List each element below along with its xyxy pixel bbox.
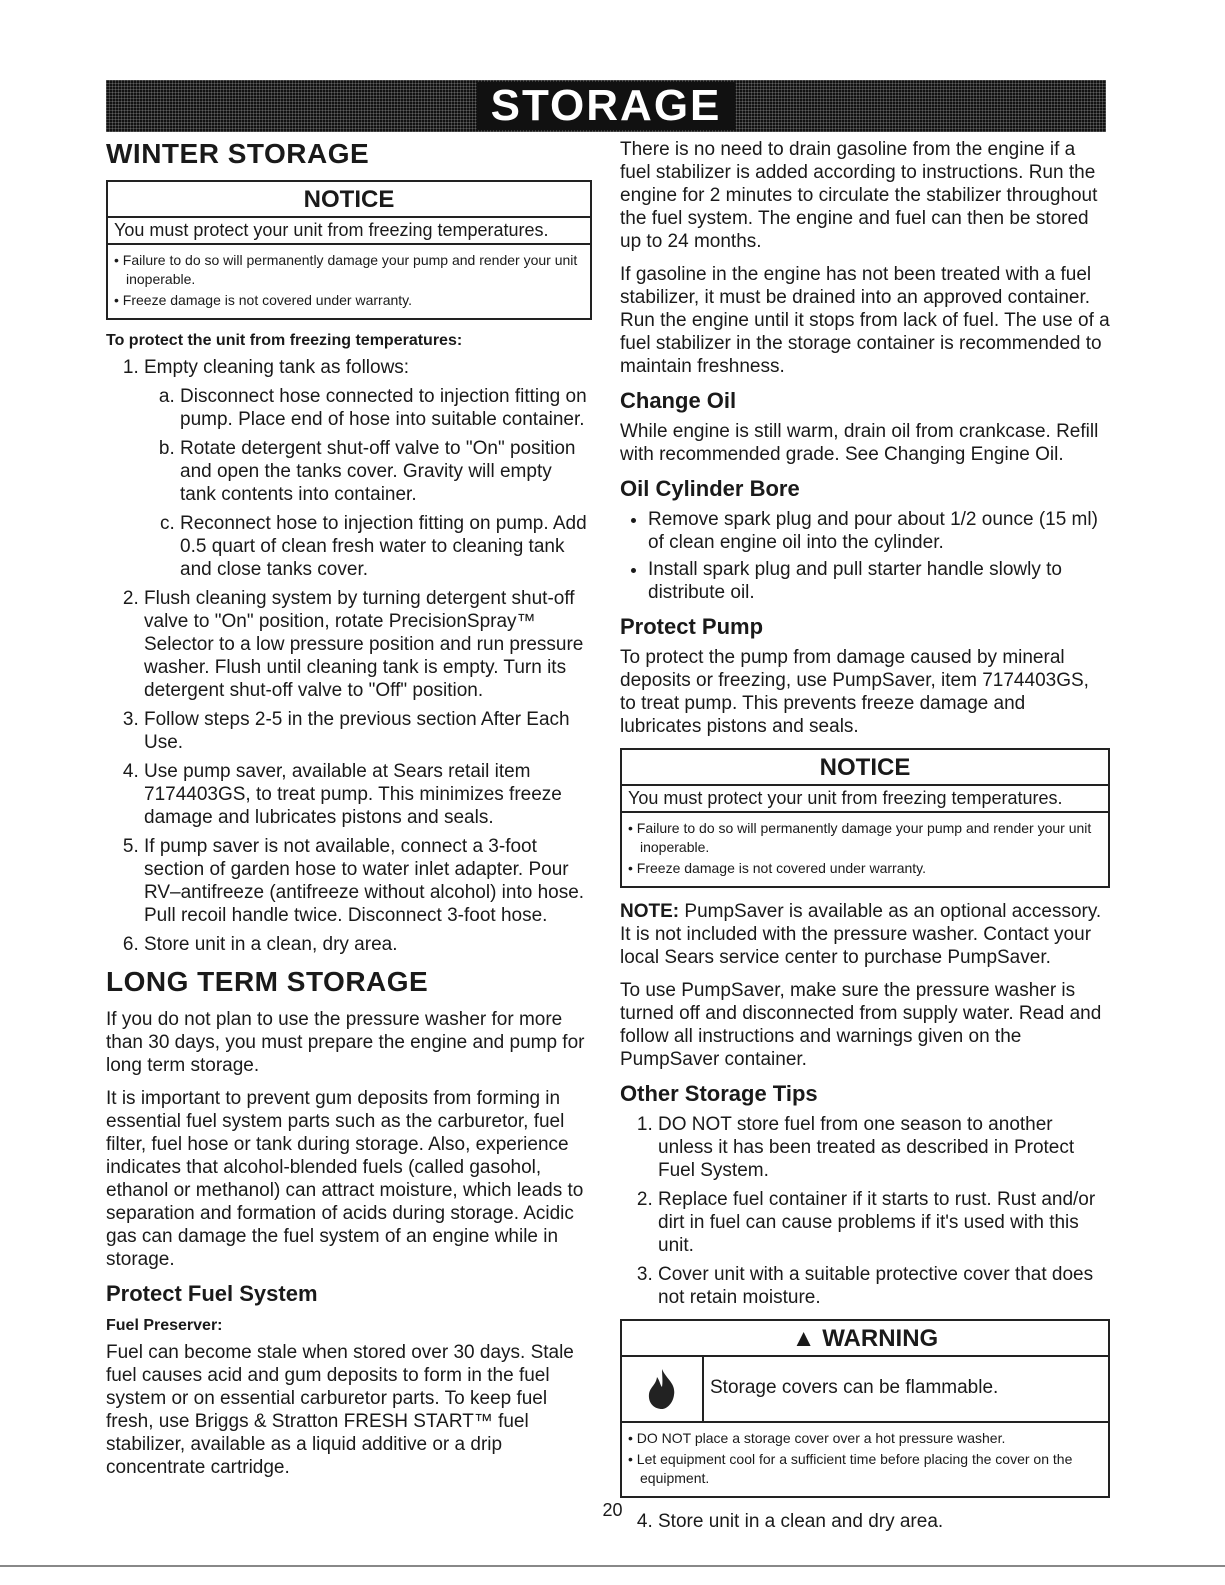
warning-bullet: • Let equipment cool for a sufficient time before placing the cover on the equipment.	[628, 1451, 1073, 1486]
fuel-preserver-text: Fuel can become stale when stored over 30 days. Stale fuel causes acid and gum deposits to form in the fuel system or on essential carburetor parts. To keep fuel fresh, use Briggs & Stratton FRESH START™ fuel stabilizer, available as a liquid additive or a drip concentrate cartridge.	[106, 1342, 574, 1478]
long-term-p1: If you do not plan to use the pressure washer for more than 30 days, you must prepare the engine and pump for long term storage.	[106, 1009, 585, 1076]
note-label: NOTE:	[620, 901, 680, 922]
oil-cylinder-heading: Oil Cylinder Bore	[620, 476, 800, 501]
step: 5. If pump saver is not available, connect a 3-foot section of garden hose to water inlet adapter. Pour RV–antifreeze (antifreeze without alcohol) into hose. Pull recoil handle twice. Disconnect 3-foot hose.	[144, 835, 592, 927]
right-column	[620, 138, 1110, 1543]
cylinder-bullet: • Remove spark plug and pour about 1/2 ounce (15 ml) of clean engine oil into the cylinder.	[648, 508, 1110, 554]
notice-box	[106, 180, 592, 320]
notice-bullet: • Failure to do so will permanently damage your pump and render your unit inoperable.	[114, 252, 578, 287]
page-number: 20	[602, 1500, 623, 1520]
step: 4. Use pump saver, available at Sears retail item 7174403GS, to treat pump. This minimizes freeze damage and lubricates pistons and seals.	[144, 760, 592, 829]
cylinder-bullets	[620, 508, 1110, 604]
warning-triangle-icon: ▲	[791, 1325, 816, 1352]
protect-fuel-heading: Protect Fuel System	[106, 1281, 318, 1306]
substep: b. Rotate detergent shut-off valve to "On" position and open the tanks cover. Gravity will empty tank contents into container.	[180, 437, 592, 506]
step: 1. Empty cleaning tank as follows: a. Disconnect hose connected to injection fitting on pump. Place end of hose into suitable container. b. Rotate detergent shut-off valve to "On" position and open the tanks cover. Gravity will empty tank contents into container. c. Reconnect hose to injection fitting on pump. Add 0.5 quart of clean fresh water to cleaning tank and close tanks cover.	[144, 356, 592, 581]
fuel-preserver-heading: Fuel Preserver:	[106, 1317, 223, 1334]
tips-list	[620, 1113, 1110, 1309]
substep: a. Disconnect hose connected to injection fitting on pump. Place end of hose into suitable container.	[180, 385, 592, 431]
notice-box	[620, 748, 1110, 888]
change-oil-heading: Change Oil	[620, 388, 737, 413]
stabilizer-p1: There is no need to drain gasoline from the engine if a fuel stabilizer is added according to instructions. Run the engine for 2 minutes to circulate the stabilizer throughout the fuel system. The engine and fuel can then be stored up to 24 months.	[620, 139, 1098, 252]
protect-heading: To protect the unit from freezing temperatures:	[106, 332, 463, 349]
change-oil-text: While engine is still warm, drain oil from crankcase. Refill with recommended grade. See Changing Engine Oil.	[620, 421, 1099, 465]
notice-bullet: • Failure to do so will permanently damage your pump and render your unit inoperable.	[628, 820, 1092, 855]
notice-title: NOTICE	[108, 182, 590, 218]
left-column	[106, 138, 592, 1489]
winter-storage-heading: WINTER STORAGE	[106, 138, 370, 169]
fire-icon	[622, 1357, 704, 1421]
warning-title-row	[622, 1321, 1108, 1357]
tip: 1. DO NOT store fuel from one season to another unless it has been treated as described in Protect Fuel System.	[658, 1113, 1110, 1182]
pumpsaver-text: To use PumpSaver, make sure the pressure washer is turned off and disconnected from supply water. Read and follow all instructions and warnings given on the PumpSaver container.	[620, 980, 1102, 1070]
step: 2. Flush cleaning system by turning detergent shut-off valve to "On" position, rotate PrecisionSpray™ Selector to a low pressure position and run pressure washer. Flush until cleaning tank is empty. Turn its detergent shut-off valve to "Off" position.	[144, 587, 592, 702]
notice-bullet: • Freeze damage is not covered under warranty.	[114, 292, 413, 308]
warning-bullets	[622, 1423, 1108, 1496]
notice-bullets	[622, 813, 1108, 886]
cylinder-bullet: • Install spark plug and pull starter handle slowly to distribute oil.	[648, 558, 1110, 604]
long-term-heading: LONG TERM STORAGE	[106, 966, 429, 997]
tip: 2. Replace fuel container if it starts to rust. Rust and/or dirt in fuel can cause problems if it's used with this unit.	[658, 1188, 1110, 1257]
warning-text: Storage covers can be flammable.	[710, 1377, 999, 1398]
notice-line: You must protect your unit from freezing temperatures.	[108, 218, 590, 245]
warning-row	[622, 1357, 1108, 1423]
warning-box	[620, 1319, 1110, 1498]
warning-bullet: • DO NOT place a storage cover over a hot pressure washer.	[628, 1430, 1006, 1446]
protect-pump-heading: Protect Pump	[620, 614, 764, 639]
tip: 4. Store unit in a clean and dry area.	[658, 1510, 1110, 1533]
step: 3. Follow steps 2-5 in the previous section After Each Use.	[144, 708, 592, 754]
tip: 3. Cover unit with a suitable protective cover that does not retain moisture.	[658, 1263, 1110, 1309]
notice-bullets	[108, 245, 590, 318]
stabilizer-p2: If gasoline in the engine has not been treated with a fuel stabilizer, it must be drained into an approved container. Run the engine until it stops from lack of fuel. The use of a fuel stabilizer in the storage container is recommended to maintain freshness.	[620, 264, 1110, 377]
step: 6. Store unit in a clean, dry area.	[144, 933, 592, 956]
long-term-p2: It is important to prevent gum deposits from forming in essential fuel system parts such as the carburetor, fuel filter, fuel hose or tank during storage. Also, experience indicates that alcohol-blended fuels (called gasohol, ethanol or methanol) can attract moisture, which leads to separation and formation of acids during storage. Acidic gas can damage the fuel system of an engine while in storage.	[106, 1088, 584, 1270]
substeps	[144, 385, 592, 581]
warning-title: WARNING	[822, 1325, 939, 1352]
note-paragraph	[620, 900, 1110, 969]
substep: c. Reconnect hose to injection fitting on pump. Add 0.5 quart of clean fresh water to cleaning tank and close tanks cover.	[180, 512, 592, 581]
protect-pump-text: To protect the pump from damage caused by mineral deposits or freezing, use PumpSaver, item 7174403GS, to treat pump. This prevents freeze damage and lubricates pistons and seals.	[620, 647, 1089, 737]
notice-bullet: • Freeze damage is not covered under warranty.	[628, 860, 927, 876]
note-text: PumpSaver is available as an optional accessory. It is not included with the pressure washer. Contact your local Sears service center to purchase PumpSaver.	[620, 901, 1102, 968]
notice-line: You must protect your unit from freezing temperatures.	[622, 786, 1108, 813]
bottom-rule	[0, 1565, 1225, 1567]
banner-title: STORAGE	[477, 82, 736, 130]
other-tips-heading: Other Storage Tips	[620, 1081, 818, 1106]
section-banner	[106, 80, 1106, 132]
notice-title: NOTICE	[622, 750, 1108, 786]
winter-steps	[106, 356, 592, 956]
